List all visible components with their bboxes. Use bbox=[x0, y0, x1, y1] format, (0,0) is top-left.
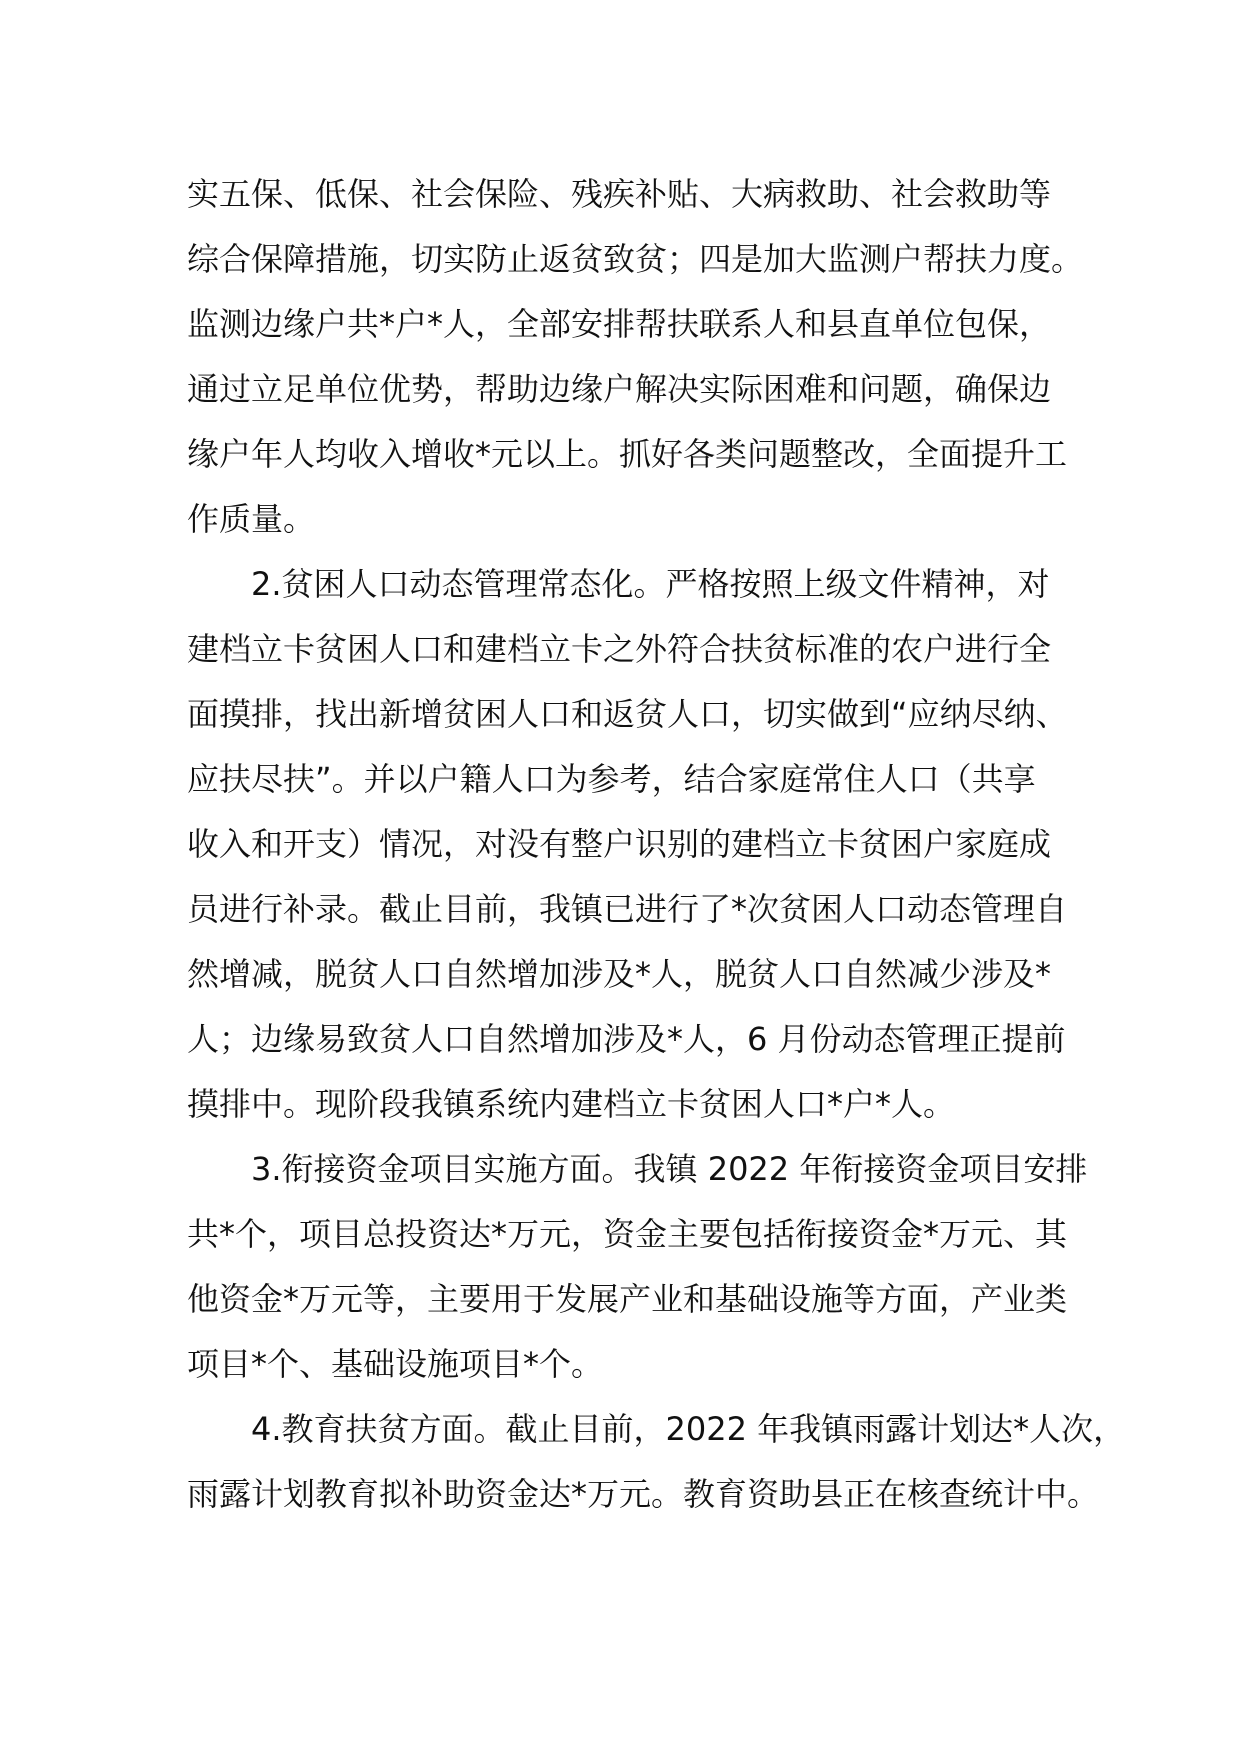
text-line: 他资金*万元等，主要用于发展产业和基础设施等方面，产业类 bbox=[187, 1280, 1068, 1318]
paragraph-item-3 bbox=[187, 1137, 1088, 1397]
text-line: 员进行补录。截止目前，我镇已进行了*次贫困人口动态管理自 bbox=[187, 890, 1068, 928]
text-line: 然增减，脱贫人口自然增加涉及*人，脱贫人口自然减少涉及* bbox=[187, 955, 1052, 993]
text-line: 作质量。 bbox=[187, 500, 316, 538]
text-line: 人；边缘易致贫人口自然增加涉及*人，6 月份动态管理正提前 bbox=[187, 1020, 1066, 1058]
text-line: 建档立卡贫困人口和建档立卡之外符合扶贫标准的农户进行全 bbox=[187, 630, 1052, 668]
text-line: 综合保障措施，切实防止返贫致贫；四是加大监测户帮扶力度。 bbox=[187, 240, 1084, 278]
text-line: 雨露计划教育拟补助资金达*万元。教育资助县正在核查统计中。 bbox=[187, 1475, 1100, 1513]
text-line: 摸排中。现阶段我镇系统内建档立卡贫困人口*户*人。 bbox=[187, 1085, 956, 1123]
text-line: 应扶尽扶”。并以户籍人口为参考，结合家庭常住人口（共享 bbox=[187, 760, 1036, 798]
text-line: 共*个，项目总投资达*万元，资金主要包括衔接资金*万元、其 bbox=[187, 1215, 1068, 1253]
text-line: 4.教育扶贫方面。截止目前，2022 年我镇雨露计划达*人次， bbox=[251, 1410, 1126, 1448]
text-line: 收入和开支）情况，对没有整户识别的建档立卡贫困户家庭成 bbox=[187, 825, 1052, 863]
text-line: 通过立足单位优势，帮助边缘户解决实际困难和问题，确保边 bbox=[187, 370, 1052, 408]
document-body bbox=[187, 162, 1126, 1527]
text-line: 缘户年人均收入增收*元以上。抓好各类问题整改，全面提升工 bbox=[187, 435, 1068, 473]
text-line: 3.衔接资金项目实施方面。我镇 2022 年衔接资金项目安排 bbox=[251, 1150, 1088, 1188]
text-line: 2.贫困人口动态管理常态化。严格按照上级文件精神，对 bbox=[251, 565, 1050, 603]
text-line: 监测边缘户共*户*人，全部安排帮扶联系人和县直单位包保， bbox=[187, 305, 1052, 343]
text-line: 实五保、低保、社会保险、残疾补贴、大病救助、社会救助等 bbox=[187, 175, 1052, 213]
paragraph-item-2 bbox=[187, 552, 1068, 1137]
paragraph-continuation bbox=[187, 162, 1084, 552]
paragraph-item-4 bbox=[187, 1397, 1126, 1527]
text-line: 项目*个、基础设施项目*个。 bbox=[187, 1345, 604, 1383]
text-line: 面摸排，找出新增贫困人口和返贫人口，切实做到“应纳尽纳、 bbox=[187, 695, 1068, 733]
